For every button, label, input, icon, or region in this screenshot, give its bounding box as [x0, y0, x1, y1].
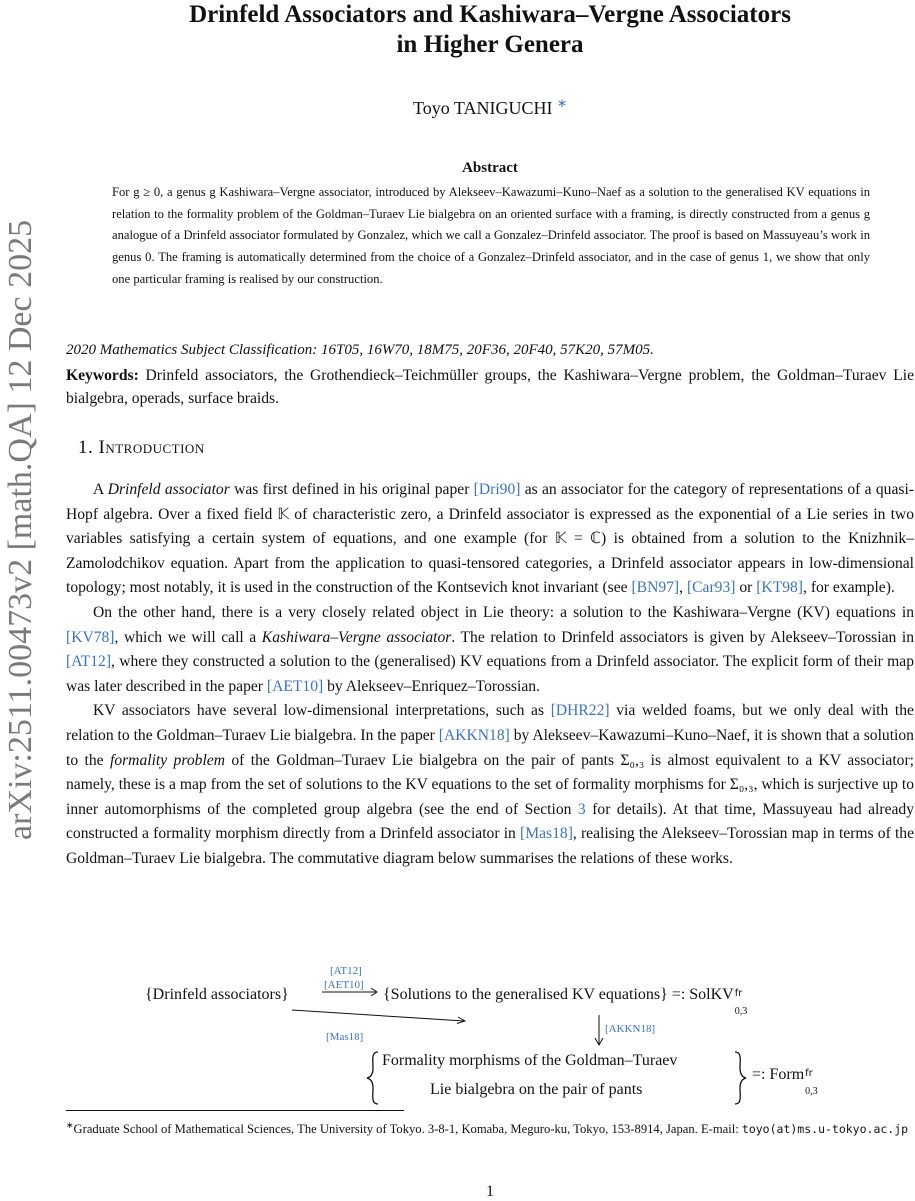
form-sub: 0,3	[805, 1086, 818, 1097]
diagram-drinfeld-associators: {Drinfeld associators}	[145, 986, 289, 1003]
diagram-down-arrow	[592, 1014, 606, 1048]
diagram-left-brace	[364, 1050, 382, 1106]
diagram-label-akkn18[interactable]: [AKKN18]	[605, 1023, 656, 1035]
author-name: Toyo TANIGUCHI	[412, 98, 553, 118]
author	[0, 96, 915, 119]
section-heading-introduction: 1. Introduction	[78, 437, 205, 458]
citation-akkn18[interactable]: [AKKN18]	[438, 726, 510, 744]
diagram-right-brace	[731, 1050, 749, 1106]
form-sup: fr	[805, 1068, 813, 1079]
section-link-3[interactable]: 3	[577, 800, 586, 818]
paper-title-line-1: Drinfeld Associators and Kashiwara–Vergne Associators	[189, 1, 791, 28]
diagram-solutions-kv: {Solutions to the generalised KV equations} =: SolKV fr 0,3	[383, 986, 748, 1017]
keywords-label: Keywords:	[66, 367, 139, 384]
diagram-label-at12[interactable]: [AT12]	[330, 965, 362, 977]
diagram-top-arrow	[320, 985, 382, 999]
paragraph-2: On the other hand, there is a very closely related object in Lie theory: a solution to the Kashiwara–Vergne (KV) equations in [KV78], which we will call a Kashiwara–Vergne associator. The relation to Drinfeld associators is given by Alekseev–Torossian in [AT12], where they constructed a solution to the (generalised) KV equations from a Drinfeld associator. The explicit form of their map was later described in the paper [AET10] by Alekseev–Enriquez–Torossian.	[66, 603, 914, 695]
citation-mas18[interactable]: [Mas18]	[520, 825, 573, 843]
paragraph-3: KV associators have several low-dimensional interpretations, such as [DHR22] via welded foams, but we only deal with the relation to the Goldman–Turaev Lie bialgebra. In the paper [AKKN18] by Alekseev–Kawazumi–Kuno–Naef, it is shown that a solution to the formality problem of the Goldman–Turaev Lie bialgebra on the pair of pants Σ₀,₃ is almost equivalent to a KV associator; namely, these is a map from the set of solutions to the KV equations to the set of formality morphisms for Σ₀,₃, which is surjective up to inner automorphisms of the completed group algebra (see the end of Section 3 for details). At that time, Massuyeau had already constructed a formality morphism directly from a Drinfeld associator in [Mas18], realising the Alekseev–Torossian map in terms of the Goldman–Turaev Lie bialgebra. The commutative diagram below summarises the relations of these works.	[66, 702, 915, 867]
citation-kt98[interactable]: [KT98]	[756, 579, 804, 597]
abstract-text: For g ≥ 0, a genus g Kashiwara–Vergne associator, introduced by Alekseev–Kawazumi–Kuno–Naef as a solution to the generalised KV equations in relation to the formality problem of the Goldman–Turaev Lie bialgebra on an oriented surface with a framing, is directly constructed from a genus g analogue of a Drinfeld associator formulated by Gonzalez, which we call a Gonzalez–Drinfeld associator. The proof is based on Massuyeau’s work in genus 0. The framing is automatically determined from the choice of a Gonzalez–Drinfeld associator, and in the case of genus 1, we show that only one particular framing is realised by our construction.	[112, 185, 870, 286]
citation-bn97[interactable]: [BN97]	[631, 579, 680, 597]
diagram-form-definition: =: Form fr 0,3	[752, 1066, 818, 1097]
page-number: 1	[486, 1183, 494, 1200]
footnote-email[interactable]: toyo(at)ms.u-tokyo.ac.jp	[741, 1122, 909, 1137]
diagram-label-aet10[interactable]: [AET10]	[324, 979, 364, 991]
footnote	[66, 1116, 914, 1139]
author-footnote-mark[interactable]: ∗	[556, 96, 568, 110]
arxiv-side-stamp: arXiv:2511.00473v2 [math.QA] 12 Dec 2025	[2, 219, 39, 840]
diagram-label-mas18[interactable]: [Mas18]	[326, 1031, 364, 1043]
msc-classification: 2020 Mathematics Subject Classification: 16T05, 16W70, 18M75, 20F36, 20F40, 57K20, 57M05.	[66, 342, 654, 358]
abstract-heading: Abstract	[462, 160, 518, 176]
keywords	[66, 364, 914, 410]
diagram-formality-line-1: Formality morphisms of the Goldman–Turaev	[382, 1052, 678, 1069]
citation-aet10[interactable]: [AET10]	[266, 677, 324, 695]
paragraph-1: A Drinfeld associator was first defined in his original paper [Dri90] as an associator for the category of representations of a quasi-Hopf algebra. Over a fixed field 𝕂 of characteristic zero, a Drinfeld associator is expressed as the exponential of a Lie series in two variables satisfying a certain system of equations, and one example (for 𝕂 = ℂ) is obtained from a solution to the Knizhnik–Zamolodchikov equation. Apart from the application to quasi-tensored categories, a Drinfeld associator appears in low-dimensional topology; most notably, it is used in the construction of the Kontsevich knot invariant (see [BN97], [Car93] or [KT98], for example).	[66, 481, 914, 597]
diagram-diagonal-arrow	[288, 1008, 473, 1024]
footnote-rule	[66, 1110, 404, 1111]
citation-dri90[interactable]: [Dri90]	[473, 481, 521, 498]
citation-dhr22[interactable]: [DHR22]	[550, 702, 610, 720]
introduction-body	[66, 478, 914, 872]
footnote-mark: ∗	[66, 1120, 74, 1130]
solkv-sub: 0,3	[734, 1006, 748, 1017]
keywords-text: Drinfeld associators, the Grothendieck–Teichmüller groups, the Kashiwara–Vergne problem, the Goldman–Turaev Lie bialgebra, operads, surface braids.	[66, 367, 914, 407]
citation-at12[interactable]: [AT12]	[66, 653, 112, 671]
solkv-sup: fr	[734, 988, 743, 999]
citation-kv78[interactable]: [KV78]	[66, 628, 115, 646]
citation-car93[interactable]: [Car93]	[686, 579, 736, 597]
footnote-text: Graduate School of Mathematical Sciences, The University of Tokyo. 3-8-1, Komaba, Meguro-ku, Tokyo, 153-8914, Japan. E-mail:	[73, 1122, 742, 1137]
paper-title-line-2: in Higher Genera	[396, 31, 584, 58]
diagram-formality-line-2: Lie bialgebra on the pair of pants	[430, 1081, 643, 1098]
